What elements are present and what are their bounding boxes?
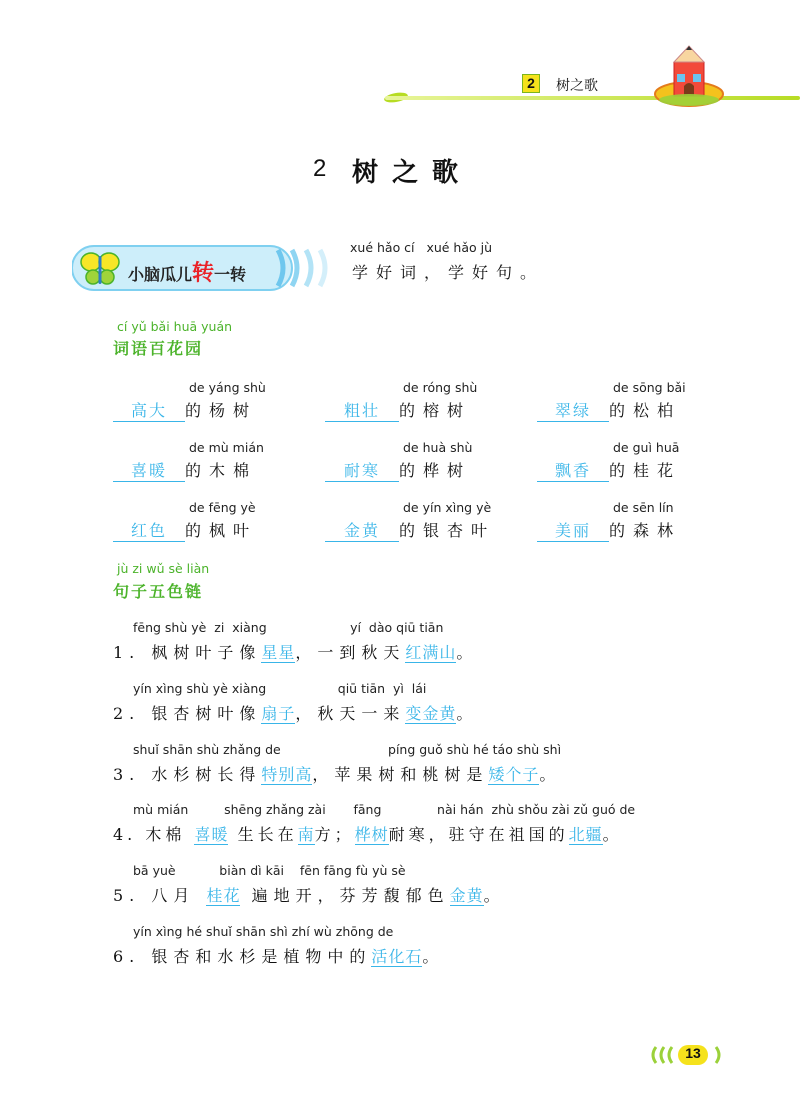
- word-pinyin: de mù mián: [189, 440, 264, 455]
- banner-label-emph: 转: [192, 261, 215, 286]
- sentence-text: 银杏树叶像: [151, 704, 262, 723]
- word-text: 的木棉: [185, 461, 258, 480]
- sentence-4: [113, 802, 636, 845]
- sentence-answer: 活化石: [371, 947, 423, 966]
- word-answer: 喜暖: [113, 458, 185, 482]
- sentence-answer: 南: [297, 825, 315, 844]
- sentence-answer: 矮个子: [488, 765, 540, 784]
- word-answer: 耐寒: [325, 458, 399, 482]
- sentence-answer: 桦树: [354, 825, 389, 844]
- word-item: [537, 440, 682, 482]
- sentence-text: 生长在: [237, 825, 298, 844]
- sentence-answer: 红满山: [405, 643, 457, 662]
- word-item: [113, 440, 264, 482]
- sentence-pinyin: yín xìng hé shuǐ shān shì zhí wù zhōng de: [133, 924, 394, 939]
- word-answer: 粗壮: [325, 398, 399, 422]
- page-number: 13: [685, 1045, 701, 1061]
- word-item: [325, 380, 478, 422]
- word-item: [325, 440, 473, 482]
- sentence-5: [113, 863, 506, 906]
- sentence-text: ，苹果树和桃树是: [312, 765, 489, 784]
- sentence-number: 3.: [113, 765, 141, 784]
- word-answer: 红色: [113, 518, 185, 542]
- sentence-answer: 北疆: [568, 825, 603, 844]
- sentence-2: [113, 681, 479, 724]
- butterfly-icon: [80, 250, 120, 288]
- word-text: 的榕树: [399, 401, 472, 420]
- word-pinyin: de guì huā: [613, 440, 680, 455]
- sentence-text: 木棉: [145, 825, 186, 844]
- page-title-number: 2: [313, 155, 327, 182]
- word-text: 的枫叶: [185, 521, 258, 540]
- sentence-1: [113, 620, 479, 663]
- word-answer: 金黄: [325, 518, 399, 542]
- word-pinyin: de yáng shù: [189, 380, 266, 395]
- sentence-answer: 金黄: [449, 886, 484, 905]
- section2-title: 句子五色链: [113, 582, 204, 601]
- sentence-pinyin: fēng shù yè zi xiàng yí dào qiū tiān: [133, 620, 444, 635]
- word-item: [537, 500, 682, 542]
- header-rule: [385, 96, 800, 100]
- word-answer: 高大: [113, 398, 185, 422]
- sentence-text: 。: [483, 886, 506, 905]
- sentence-text: 遍地开，芬芳馥郁色: [251, 886, 450, 905]
- sentence-pinyin: yín xìng shù yè xiàng qiū tiān yì lái: [133, 681, 427, 696]
- word-item: [113, 380, 266, 422]
- sentence-text: 。: [456, 704, 479, 723]
- banner-label-post: 一转: [214, 265, 247, 284]
- sentence-6: [113, 924, 445, 967]
- word-text: 的桦树: [399, 461, 472, 480]
- banner-label: [128, 256, 246, 287]
- word-item: [113, 500, 258, 542]
- pencil-house-icon: [652, 44, 726, 108]
- sentence-number: 4.: [113, 825, 137, 844]
- sentence-answer: 变金黄: [405, 704, 457, 723]
- header-lesson-number: 2: [522, 74, 540, 93]
- word-pinyin: de róng shù: [403, 380, 478, 395]
- sentence-text: 。: [422, 947, 445, 966]
- sentence-3: [113, 742, 562, 785]
- sentence-text: 。: [456, 643, 479, 662]
- sentence-number: 2.: [113, 704, 141, 723]
- section1-title: 词语百花园: [113, 339, 204, 358]
- banner-pinyin: xué hǎo cí xué hǎo jù: [350, 240, 493, 255]
- word-text: 的杨树: [185, 401, 258, 420]
- word-pinyin: de sōng bǎi: [613, 380, 686, 395]
- sentence-pinyin: mù mián shēng zhǎng zài fāng nài hán zhù shǒu zài zǔ guó de: [133, 802, 636, 817]
- sentence-text: 方；: [314, 825, 355, 844]
- word-pinyin: de fēng yè: [189, 500, 256, 515]
- sentence-number: 1.: [113, 643, 141, 662]
- sentence-text: ，一到秋天: [295, 643, 406, 662]
- word-pinyin: de yín xìng yè: [403, 500, 492, 515]
- word-item: [325, 500, 496, 542]
- sentence-text: 八月: [151, 886, 196, 905]
- sentence-answer: 星星: [261, 643, 296, 662]
- sentence-text: 枫树叶子像: [151, 643, 262, 662]
- sentence-answer: 桂花: [206, 886, 241, 905]
- word-answer: 翠绿: [537, 398, 609, 422]
- word-text: 的松柏: [609, 401, 682, 420]
- sentence-number: 6.: [113, 947, 141, 966]
- sentence-text: 。: [539, 765, 562, 784]
- header-lesson-title: 树之歌: [556, 78, 598, 94]
- word-pinyin: de huà shù: [403, 440, 473, 455]
- sentence-answer: 特别高: [261, 765, 313, 784]
- word-answer: 飘香: [537, 458, 609, 482]
- sentence-pinyin: bā yuè biàn dì kāi fēn fāng fù yù sè: [133, 863, 406, 878]
- sentence-answer: 喜暖: [194, 825, 229, 844]
- word-text: 的银杏叶: [399, 521, 496, 540]
- sentence-text: 银杏和水杉是植物中的: [151, 947, 372, 966]
- word-text: 的桂花: [609, 461, 682, 480]
- banner-text: 学好词，学好句。: [352, 263, 545, 282]
- word-text: 的森林: [609, 521, 682, 540]
- sentence-text: 。: [602, 825, 623, 844]
- banner-label-pre: 小脑瓜儿: [128, 265, 193, 284]
- sentence-number: 5.: [113, 886, 141, 905]
- section2-pinyin: jù zi wǔ sè liàn: [117, 561, 210, 576]
- sentence-answer: 扇子: [261, 704, 296, 723]
- sentence-text: 耐寒，驻守在祖国的: [388, 825, 569, 844]
- sentence-pinyin: shuǐ shān shù zhǎng de píng guǒ shù hé táo shù shì: [133, 742, 562, 757]
- word-item: [537, 380, 686, 422]
- sentence-text: ，秋天一来: [295, 704, 406, 723]
- word-pinyin: de sēn lín: [613, 500, 674, 515]
- section1-pinyin: cí yǔ bǎi huā yuán: [117, 319, 233, 334]
- word-answer: 美丽: [537, 518, 609, 542]
- page-title: 树之歌: [352, 158, 473, 188]
- sentence-text: 水杉树长得: [151, 765, 262, 784]
